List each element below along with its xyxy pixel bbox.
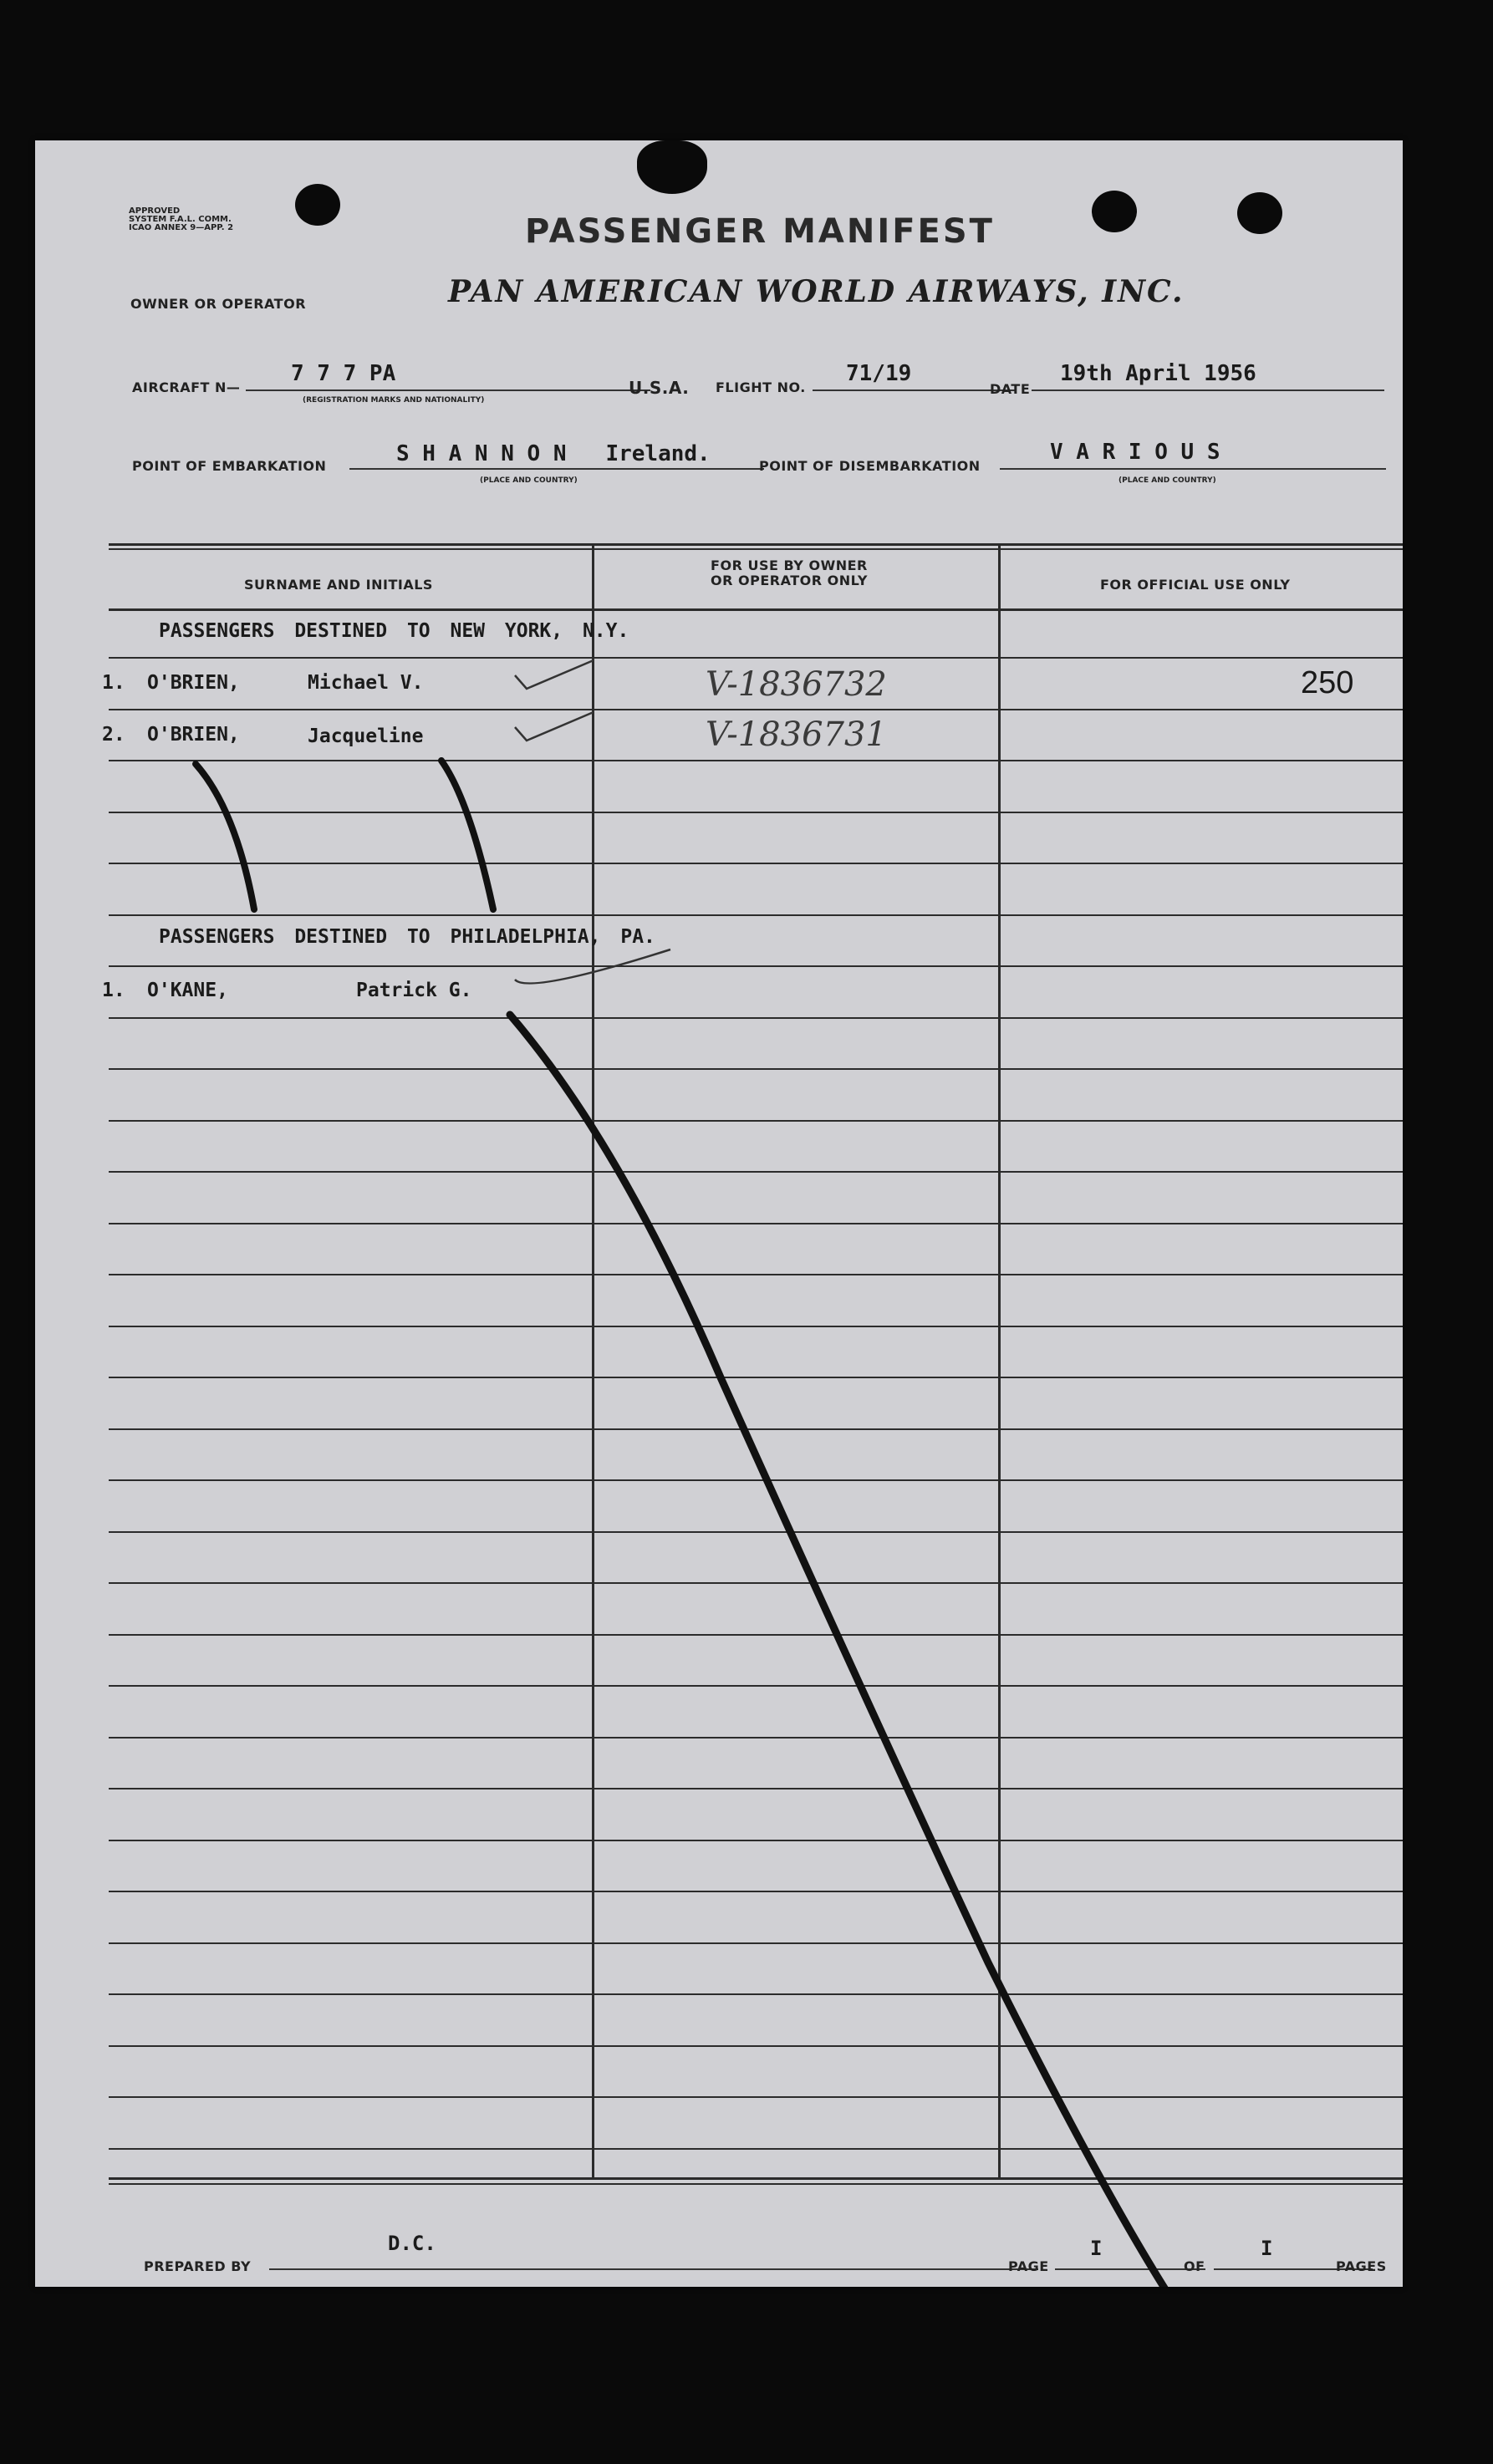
disembarkation-value: V A R I O U S [1050,440,1220,465]
page-title: PASSENGER MANIFEST [525,212,995,251]
ditto-stroke [196,764,254,909]
owner-label: OWNER OR OPERATOR [130,296,307,312]
column-header-owner-line: FOR USE BY OWNER [711,557,868,573]
prepared-by-value: D.C. [388,2232,436,2255]
embarkation-caption: (PLACE AND COUNTRY) [480,476,578,485]
aircraft-label: AIRCRAFT N— [132,379,241,395]
company-name: PAN AMERICAN WORLD AIRWAYS, INC. [448,274,1185,309]
page-total: I [1261,2237,1273,2260]
passenger-given-name: Patrick G. [356,980,472,1001]
passenger-number: 1. [102,672,125,694]
of-label: OF [1184,2258,1205,2274]
approval-line: ICAO ANNEX 9—APP. 2 [129,223,234,232]
prepared-by-label: PREPARED BY [144,2258,252,2274]
date-label: DATE [990,381,1031,397]
approval-line: SYSTEM F.A.L. COMM. [129,215,232,224]
page-number: I [1090,2237,1103,2260]
usa-label: U.S.A. [629,378,690,398]
passenger-surname: O'KANE, [147,980,228,1001]
disembarkation-label: POINT OF DISEMBARKATION [759,458,981,474]
passenger-surname: O'BRIEN, [147,672,240,694]
passenger-given-name: Jacqueline [308,725,424,747]
passenger-surname: O'BRIEN, [147,724,240,746]
passenger-number: 2. [102,724,125,746]
official-value: 250 [1301,665,1354,700]
column-header-official: FOR OFFICIAL USE ONLY [1100,577,1291,593]
group-heading: PASSENGERS DESTINED TO NEW YORK, N.Y. [159,620,629,642]
date-value: 19th April 1956 [1060,361,1256,386]
embarkation-value: S H A N N O N Ireland. [396,441,711,466]
column-header-surname: SURNAME AND INITIALS [244,577,433,593]
passenger-reference: V-1836732 [706,665,887,704]
passenger-reference: V-1836731 [706,715,887,754]
manifest-sheet [35,140,1403,2287]
disembarkation-caption: (PLACE AND COUNTRY) [1118,476,1216,485]
check-mark-icon [515,712,594,741]
check-mark-icon [515,949,670,984]
passenger-number: 1. [102,980,125,1001]
passenger-given-name: Michael V. [308,672,424,694]
ditto-stroke [441,761,493,909]
flight-value: 71/19 [846,361,912,386]
column-header-owner-line: OR OPERATOR ONLY [711,573,868,588]
group-heading: PASSENGERS DESTINED TO PHILADELPHIA, PA. [159,926,655,948]
approval-line: APPROVED [129,206,181,216]
page-label: PAGE [1008,2258,1049,2274]
registration-caption: (REGISTRATION MARKS AND NATIONALITY) [303,396,485,405]
pages-label: PAGES [1336,2258,1387,2274]
aircraft-value: 7 7 7 PA [291,361,396,386]
flight-label: FLIGHT NO. [716,379,806,395]
embarkation-label: POINT OF EMBARKATION [132,458,327,474]
cancel-stroke [510,1015,1175,2287]
pen-marks [35,140,1403,2287]
check-mark-icon [515,660,594,689]
